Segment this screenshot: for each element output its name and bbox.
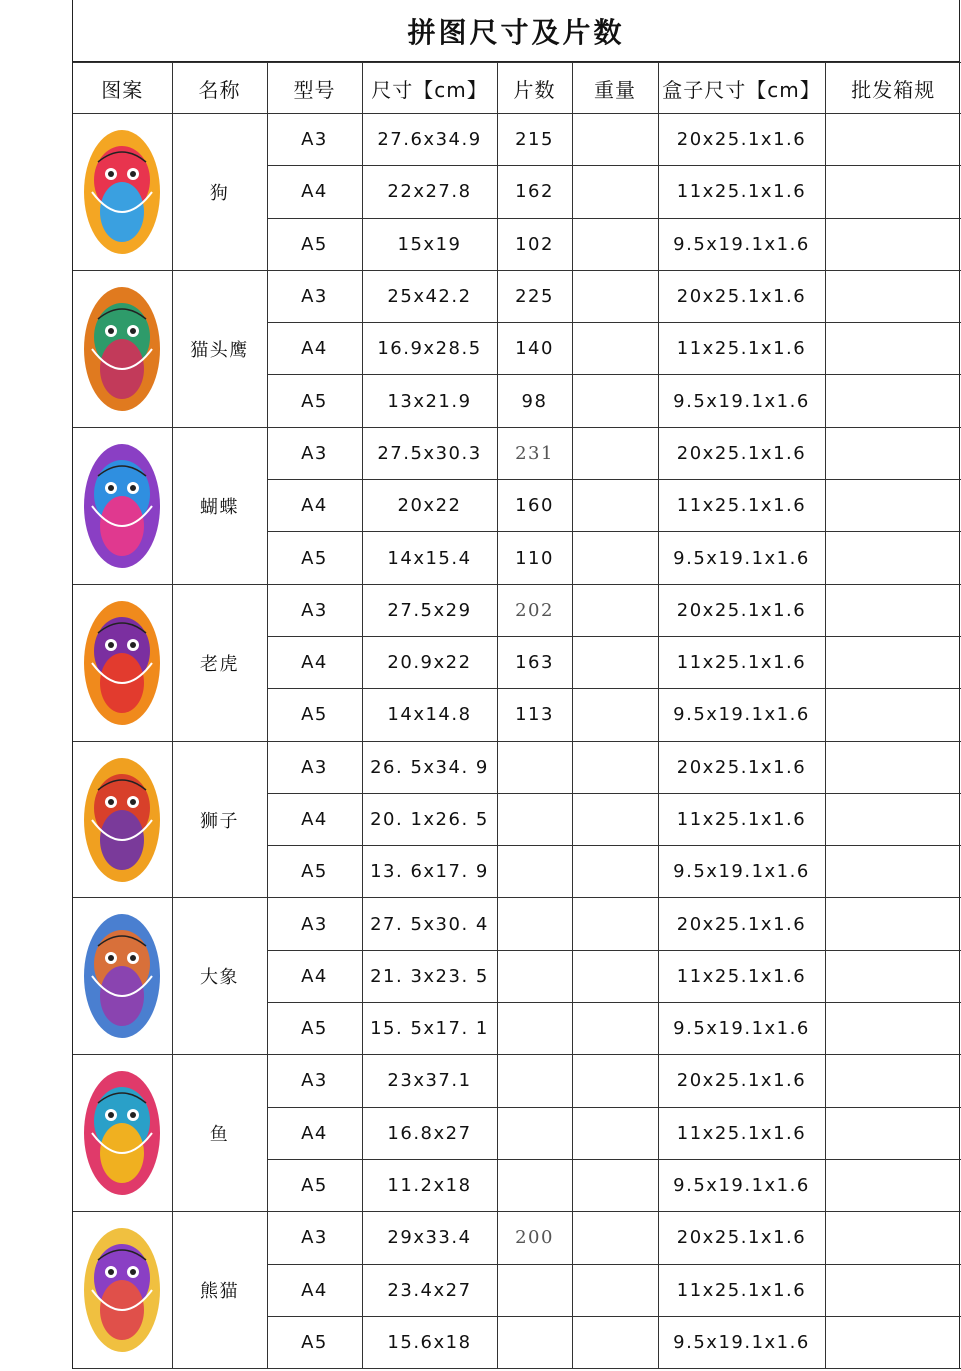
table-row	[73, 1212, 961, 1264]
weight-cell	[572, 846, 658, 898]
carton-cell	[825, 532, 961, 584]
size-cell: 26. 5x34. 9	[362, 741, 497, 793]
carton-cell	[825, 1003, 961, 1055]
carton-cell	[825, 375, 961, 427]
weight-cell	[572, 480, 658, 532]
dog-puzzle-picture	[73, 114, 172, 271]
header-model: 型号	[267, 63, 362, 114]
carton-cell	[825, 1264, 961, 1316]
size-cell: 29x33.4	[362, 1212, 497, 1264]
box-size-cell: 9.5x19.1x1.6	[658, 846, 825, 898]
model-cell: A4	[267, 1264, 362, 1316]
pieces-cell	[497, 898, 572, 950]
pieces-cell	[497, 1003, 572, 1055]
header-picture: 图案	[73, 63, 172, 114]
size-cell: 21. 3x23. 5	[362, 950, 497, 1002]
carton-cell	[825, 1055, 961, 1107]
header-box-size: 盒子尺寸【cm】	[658, 63, 825, 114]
pieces-cell: 110	[497, 532, 572, 584]
pieces-cell	[497, 950, 572, 1002]
table-row	[73, 584, 961, 636]
carton-cell	[825, 1107, 961, 1159]
pieces-cell: 113	[497, 689, 572, 741]
model-cell: A4	[267, 480, 362, 532]
carton-cell	[825, 270, 961, 322]
animal-name: 蝴蝶	[172, 427, 267, 584]
size-cell: 16.8x27	[362, 1107, 497, 1159]
box-size-cell: 11x25.1x1.6	[658, 793, 825, 845]
weight-cell	[572, 1003, 658, 1055]
owl-puzzle-picture	[73, 270, 172, 427]
animal-name: 猫头鹰	[172, 270, 267, 427]
box-size-cell: 9.5x19.1x1.6	[658, 689, 825, 741]
box-size-cell: 11x25.1x1.6	[658, 1264, 825, 1316]
pieces-cell: 163	[497, 636, 572, 688]
table-row	[73, 114, 961, 166]
carton-cell	[825, 218, 961, 270]
size-cell: 22x27.8	[362, 166, 497, 218]
carton-cell	[825, 793, 961, 845]
size-cell: 15. 5x17. 1	[362, 1003, 497, 1055]
model-cell: A5	[267, 532, 362, 584]
fish-puzzle-picture	[73, 1055, 172, 1212]
model-cell: A3	[267, 1212, 362, 1264]
size-cell: 27.5x30.3	[362, 427, 497, 479]
weight-cell	[572, 375, 658, 427]
carton-cell	[825, 1316, 961, 1368]
box-size-cell: 9.5x19.1x1.6	[658, 375, 825, 427]
box-size-cell: 20x25.1x1.6	[658, 1212, 825, 1264]
pieces-cell	[497, 846, 572, 898]
size-cell: 13x21.9	[362, 375, 497, 427]
model-cell: A4	[267, 636, 362, 688]
pieces-cell: 215	[497, 114, 572, 166]
weight-cell	[572, 689, 658, 741]
header-weight: 重量	[572, 63, 658, 114]
size-cell: 14x14.8	[362, 689, 497, 741]
spec-sheet	[72, 0, 960, 1369]
carton-cell	[825, 950, 961, 1002]
header-name: 名称	[172, 63, 267, 114]
carton-cell	[825, 166, 961, 218]
size-cell: 27.6x34.9	[362, 114, 497, 166]
size-cell: 11.2x18	[362, 1159, 497, 1211]
box-size-cell: 11x25.1x1.6	[658, 480, 825, 532]
carton-cell	[825, 584, 961, 636]
weight-cell	[572, 532, 658, 584]
table-row	[73, 270, 961, 322]
box-size-cell: 20x25.1x1.6	[658, 427, 825, 479]
model-cell: A5	[267, 1159, 362, 1211]
pieces-cell: 202	[497, 584, 572, 636]
carton-cell	[825, 427, 961, 479]
size-cell: 20. 1x26. 5	[362, 793, 497, 845]
size-cell: 23.4x27	[362, 1264, 497, 1316]
weight-cell	[572, 114, 658, 166]
size-cell: 25x42.2	[362, 270, 497, 322]
model-cell: A3	[267, 1055, 362, 1107]
size-cell: 13. 6x17. 9	[362, 846, 497, 898]
model-cell: A3	[267, 270, 362, 322]
model-cell: A5	[267, 375, 362, 427]
table-row	[73, 898, 961, 950]
model-cell: A4	[267, 950, 362, 1002]
pieces-cell: 162	[497, 166, 572, 218]
weight-cell	[572, 1316, 658, 1368]
size-cell: 20x22	[362, 480, 497, 532]
box-size-cell: 11x25.1x1.6	[658, 950, 825, 1002]
weight-cell	[572, 166, 658, 218]
size-cell: 27.5x29	[362, 584, 497, 636]
table-body	[73, 114, 961, 1369]
box-size-cell: 20x25.1x1.6	[658, 741, 825, 793]
header-pieces: 片数	[497, 63, 572, 114]
pieces-cell	[497, 1055, 572, 1107]
box-size-cell: 11x25.1x1.6	[658, 323, 825, 375]
animal-name: 鱼	[172, 1055, 267, 1212]
elephant-puzzle-picture	[73, 898, 172, 1055]
pieces-cell	[497, 741, 572, 793]
lion-puzzle-picture	[73, 741, 172, 898]
sheet-title: 拼图尺寸及片数	[73, 0, 959, 62]
weight-cell	[572, 1107, 658, 1159]
animal-name: 狗	[172, 114, 267, 271]
box-size-cell: 20x25.1x1.6	[658, 898, 825, 950]
header-carton: 批发箱规	[825, 63, 961, 114]
pieces-cell	[497, 1316, 572, 1368]
animal-name: 老虎	[172, 584, 267, 741]
weight-cell	[572, 636, 658, 688]
pieces-cell	[497, 1107, 572, 1159]
box-size-cell: 9.5x19.1x1.6	[658, 1003, 825, 1055]
model-cell: A5	[267, 689, 362, 741]
weight-cell	[572, 427, 658, 479]
model-cell: A3	[267, 427, 362, 479]
weight-cell	[572, 1264, 658, 1316]
size-cell: 15x19	[362, 218, 497, 270]
weight-cell	[572, 898, 658, 950]
size-cell: 23x37.1	[362, 1055, 497, 1107]
carton-cell	[825, 480, 961, 532]
pieces-cell: 102	[497, 218, 572, 270]
weight-cell	[572, 270, 658, 322]
model-cell: A5	[267, 218, 362, 270]
box-size-cell: 20x25.1x1.6	[658, 270, 825, 322]
weight-cell	[572, 1055, 658, 1107]
box-size-cell: 9.5x19.1x1.6	[658, 532, 825, 584]
box-size-cell: 11x25.1x1.6	[658, 1107, 825, 1159]
box-size-cell: 11x25.1x1.6	[658, 166, 825, 218]
model-cell: A4	[267, 1107, 362, 1159]
model-cell: A4	[267, 793, 362, 845]
box-size-cell: 20x25.1x1.6	[658, 1055, 825, 1107]
header-row	[73, 63, 961, 114]
weight-cell	[572, 1159, 658, 1211]
carton-cell	[825, 1159, 961, 1211]
pieces-cell: 98	[497, 375, 572, 427]
weight-cell	[572, 741, 658, 793]
size-cell: 16.9x28.5	[362, 323, 497, 375]
carton-cell	[825, 741, 961, 793]
pieces-cell: 231	[497, 427, 572, 479]
carton-cell	[825, 846, 961, 898]
model-cell: A5	[267, 846, 362, 898]
weight-cell	[572, 793, 658, 845]
carton-cell	[825, 114, 961, 166]
pieces-cell: 200	[497, 1212, 572, 1264]
panda-puzzle-picture	[73, 1212, 172, 1369]
box-size-cell: 11x25.1x1.6	[658, 636, 825, 688]
header-size: 尺寸【cm】	[362, 63, 497, 114]
size-cell: 27. 5x30. 4	[362, 898, 497, 950]
tiger-puzzle-picture	[73, 584, 172, 741]
size-cell: 20.9x22	[362, 636, 497, 688]
carton-cell	[825, 689, 961, 741]
animal-name: 大象	[172, 898, 267, 1055]
carton-cell	[825, 1212, 961, 1264]
model-cell: A3	[267, 741, 362, 793]
pieces-cell: 140	[497, 323, 572, 375]
weight-cell	[572, 1212, 658, 1264]
box-size-cell: 20x25.1x1.6	[658, 584, 825, 636]
pieces-cell: 160	[497, 480, 572, 532]
weight-cell	[572, 218, 658, 270]
box-size-cell: 9.5x19.1x1.6	[658, 1159, 825, 1211]
carton-cell	[825, 636, 961, 688]
weight-cell	[572, 584, 658, 636]
model-cell: A3	[267, 584, 362, 636]
carton-cell	[825, 898, 961, 950]
size-cell: 14x15.4	[362, 532, 497, 584]
spec-table	[73, 62, 961, 1369]
pieces-cell: 225	[497, 270, 572, 322]
weight-cell	[572, 950, 658, 1002]
model-cell: A5	[267, 1316, 362, 1368]
model-cell: A3	[267, 114, 362, 166]
box-size-cell: 20x25.1x1.6	[658, 114, 825, 166]
model-cell: A4	[267, 323, 362, 375]
table-row	[73, 1055, 961, 1107]
model-cell: A4	[267, 166, 362, 218]
weight-cell	[572, 323, 658, 375]
animal-name: 熊猫	[172, 1212, 267, 1369]
box-size-cell: 9.5x19.1x1.6	[658, 218, 825, 270]
table-row	[73, 741, 961, 793]
pieces-cell	[497, 1159, 572, 1211]
pieces-cell	[497, 793, 572, 845]
model-cell: A3	[267, 898, 362, 950]
box-size-cell: 9.5x19.1x1.6	[658, 1316, 825, 1368]
table-row	[73, 427, 961, 479]
pieces-cell	[497, 1264, 572, 1316]
model-cell: A5	[267, 1003, 362, 1055]
size-cell: 15.6x18	[362, 1316, 497, 1368]
butterfly-puzzle-picture	[73, 427, 172, 584]
carton-cell	[825, 323, 961, 375]
animal-name: 狮子	[172, 741, 267, 898]
